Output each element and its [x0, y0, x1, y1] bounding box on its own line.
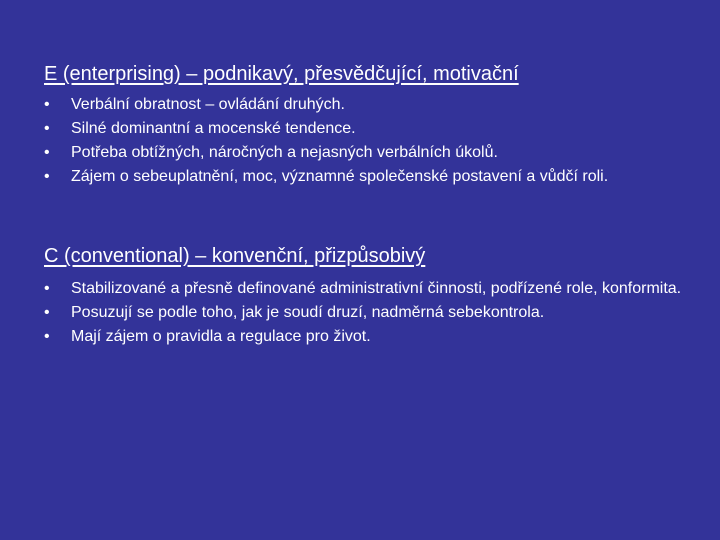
list-item: [44, 141, 684, 165]
list-item-text: Silné dominantní a mocenské tendence.: [71, 120, 356, 137]
list-item-text: Potřeba obtížných, náročných a nejasných verbálních úkolů.: [71, 144, 498, 161]
bullet-icon: •: [44, 328, 50, 345]
list-item-text: Stabilizované a přesně definované administrativní činnosti, podřízené role, konformita.: [71, 280, 682, 297]
list-item: [44, 301, 684, 325]
bullet-icon: •: [44, 304, 50, 321]
list-item: [44, 165, 684, 189]
bullet-icon: •: [44, 168, 50, 185]
section-c-list: [44, 277, 684, 349]
bullet-icon: •: [44, 120, 50, 137]
list-item: [44, 93, 684, 117]
section-c-heading: C (conventional) – konvenční, přizpůsobivý: [44, 245, 426, 267]
list-item-text: Zájem o sebeuplatnění, moc, významné společenské postavení a vůdčí roli.: [71, 168, 609, 185]
list-item-text: Mají zájem o pravidla a regulace pro život.: [71, 328, 371, 345]
list-item: [44, 277, 684, 301]
list-item-text: Verbální obratnost – ovládání druhých.: [71, 96, 345, 113]
bullet-icon: •: [44, 96, 50, 113]
bullet-icon: •: [44, 280, 50, 297]
bullet-icon: •: [44, 144, 50, 161]
section-e-heading: E (enterprising) – podnikavý, přesvědčující, motivační: [44, 63, 519, 85]
list-item: [44, 117, 684, 141]
section-e-list: [44, 93, 684, 189]
list-item: [44, 325, 684, 349]
list-item-text: Posuzují se podle toho, jak je soudí druzí, nadměrná sebekontrola.: [71, 304, 545, 321]
